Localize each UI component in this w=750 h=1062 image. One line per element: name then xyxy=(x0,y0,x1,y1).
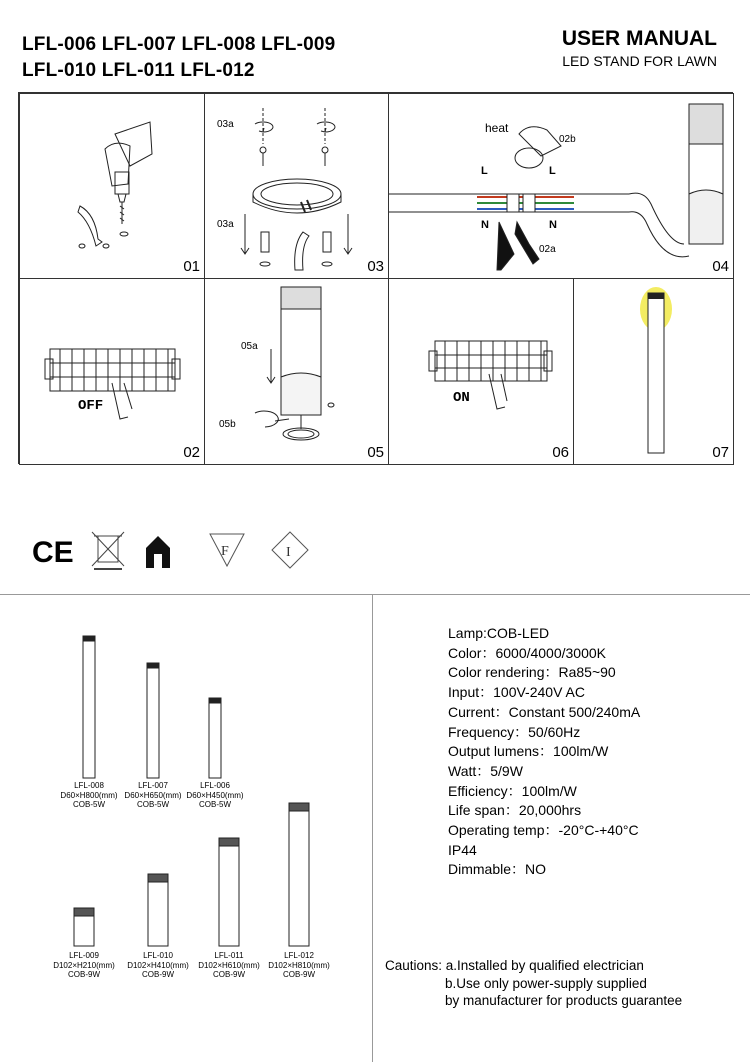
wire-n-left: N xyxy=(481,219,489,231)
lamp-lfl-006 xyxy=(209,698,221,778)
spec-operating-temp: Operating temp：-20°C-+40°C xyxy=(448,822,639,839)
heat-label: heat xyxy=(485,121,509,135)
lamp-lfl-010 xyxy=(148,874,168,946)
spec-life-span: Life span：20,000hrs xyxy=(448,802,582,819)
base-mount-illustration xyxy=(205,94,389,279)
manual-subtitle: LED STAND FOR LAWN xyxy=(562,53,717,69)
step-03-panel xyxy=(204,93,389,279)
product-label-lfl-007: LFL-007 D60×H650(mm) COB-5W xyxy=(124,781,182,809)
wiring-illustration xyxy=(389,94,734,279)
step-01-panel xyxy=(19,93,205,279)
terminal-on-illustration xyxy=(389,279,574,465)
indoor-use-icon xyxy=(146,536,170,568)
spec-lamp: Lamp:COB-LED xyxy=(448,625,550,641)
weee-bin-icon xyxy=(92,532,124,569)
spec-efficiency: Efficiency：100lm/W xyxy=(448,782,577,799)
product-label-lfl-012: LFL-012 D102×H810(mm) COB-9W xyxy=(268,951,330,979)
model-list-line-2: LFL-010 LFL-011 LFL-012 xyxy=(22,60,255,81)
spec-color: Color：6000/4000/3000K xyxy=(448,644,607,661)
instruction-grid xyxy=(18,92,733,464)
on-label: ON xyxy=(453,390,470,406)
spec-input: Input：100V-240V AC xyxy=(448,684,585,701)
step-number-04: 04 xyxy=(712,258,729,275)
lamp-lit-illustration xyxy=(574,279,734,465)
callout-05a: 05a xyxy=(241,341,258,352)
spec-output-lumens: Output lumens：100lm/W xyxy=(448,743,609,760)
lamp-lfl-007 xyxy=(147,663,159,778)
product-label-lfl-010: LFL-010 D102×H410(mm) COB-9W xyxy=(127,951,189,979)
callout-03a-top: 03a xyxy=(217,119,234,130)
product-label-lfl-011: LFL-011 D102×H610(mm) COB-9W xyxy=(198,951,260,979)
spec-ip-rating: IP44 xyxy=(448,841,477,858)
off-label: OFF xyxy=(78,398,104,414)
spec-list xyxy=(448,624,640,880)
lamp-lfl-008 xyxy=(83,636,95,778)
callout-02a: 02a xyxy=(539,244,556,255)
product-label-lfl-008: LFL-008 D60×H800(mm) COB-5W xyxy=(60,781,118,809)
step-07-panel xyxy=(573,278,734,465)
caution-a: Cautions: a.Installed by qualified electrician xyxy=(385,958,644,973)
callout-02b: 02b xyxy=(559,134,576,145)
model-list xyxy=(22,32,335,84)
svg-text:I: I xyxy=(286,545,291,560)
callout-05b: 05b xyxy=(219,419,236,430)
lamp-lfl-012 xyxy=(289,803,309,946)
model-list-line-1: LFL-006 LFL-007 LFL-008 LFL-009 xyxy=(22,34,336,55)
certification-marks xyxy=(28,528,328,572)
lamp-install-illustration xyxy=(205,279,389,465)
caution-b: b.Use only power-supply supplied xyxy=(445,975,647,991)
column-divider xyxy=(372,594,373,1062)
caution-c: by manufacturer for products guarantee xyxy=(445,993,683,1008)
spec-color-rendering: Color rendering：Ra85~90 xyxy=(448,664,616,681)
svg-text:F: F xyxy=(221,544,229,559)
product-label-lfl-009: LFL-009 D102×H210(mm) COB-9W xyxy=(53,951,115,979)
step-number-03: 03 xyxy=(367,258,384,275)
f-mark-icon xyxy=(210,534,244,566)
step-04-panel xyxy=(388,93,734,279)
step-number-06: 06 xyxy=(552,444,569,461)
product-label-lfl-006: LFL-006 D60×H450(mm) COB-5W xyxy=(186,781,244,809)
step-number-02: 02 xyxy=(183,444,200,461)
step-02-panel xyxy=(19,278,205,465)
spec-frequency: Frequency：50/60Hz xyxy=(448,723,581,740)
terminal-off-illustration xyxy=(20,279,205,465)
step-number-01: 01 xyxy=(183,258,200,275)
step-05-panel xyxy=(204,278,389,465)
step-number-07: 07 xyxy=(712,444,729,461)
wire-l-right: L xyxy=(549,165,556,177)
section-divider xyxy=(0,594,750,595)
cautions xyxy=(385,957,682,1010)
step-number-05: 05 xyxy=(367,444,384,461)
wire-n-right: N xyxy=(549,219,557,231)
manual-title: USER MANUAL xyxy=(561,27,717,50)
ce-mark-icon: CE xyxy=(32,536,74,569)
spec-current: Current：Constant 500/240mA xyxy=(448,703,641,720)
spec-dimmable: Dimmable：NO xyxy=(448,861,547,878)
i-mark-icon xyxy=(272,532,308,568)
wire-l-left: L xyxy=(481,165,488,177)
product-lineup xyxy=(0,600,372,960)
step-06-panel xyxy=(388,278,574,465)
callout-03a-bottom: 03a xyxy=(217,219,234,230)
drill-illustration xyxy=(20,94,205,279)
spec-watt: Watt：5/9W xyxy=(448,762,523,779)
lamp-lfl-011 xyxy=(219,838,239,946)
